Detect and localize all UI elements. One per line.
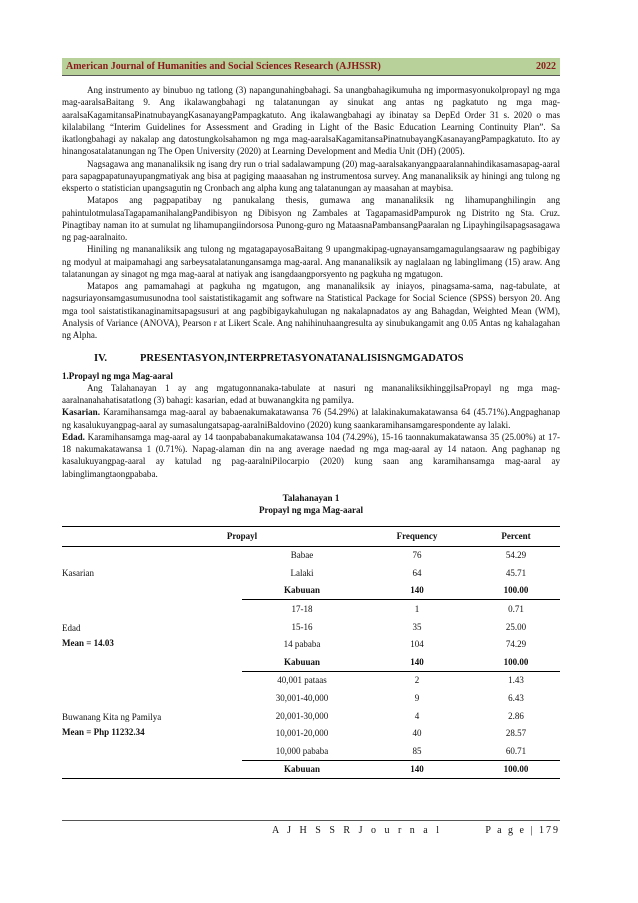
kasarian-text: Karamihansamga mag-aaral ay babaenakumakatawansa 76 (54.29%) at lalakinakumakatawansa 64 (45.71%).Angpaghanap ng kasalukuyangpag-aaral ay sumasalungatsapag-aaralniBaldovino (2020) kung saankaramihansamgarespondente ay lalaki. bbox=[62, 407, 560, 430]
footer-page-number: P a g e | 179 bbox=[485, 825, 560, 836]
section-number: IV. bbox=[94, 353, 107, 365]
row-frequency: 140 bbox=[362, 653, 472, 671]
group-mean-edad: Mean = 14.03 bbox=[62, 637, 114, 648]
table-row bbox=[62, 600, 560, 618]
row-percent: 74.29 bbox=[505, 639, 527, 650]
row-frequency: 64 bbox=[412, 567, 422, 578]
group-label-kita: Buwanang Kita ng Pamilya bbox=[62, 711, 162, 722]
empty-cell bbox=[62, 760, 242, 779]
row-percent: 0.71 bbox=[508, 603, 524, 614]
row-frequency: 9 bbox=[414, 692, 420, 703]
section-title: PRESENTASYON,INTERPRETASYONATANALISISNGMGADATOS bbox=[140, 353, 464, 365]
row-category: 10,001-20,000 bbox=[275, 728, 329, 739]
table-caption-title: Propayl ng mga Mag-aaral bbox=[258, 505, 364, 515]
row-category: 14 pababa bbox=[283, 639, 321, 650]
section-heading bbox=[94, 353, 560, 365]
page-footer bbox=[62, 820, 560, 836]
row-category: 30,001-40,000 bbox=[275, 692, 329, 703]
row-category: Lalaki bbox=[290, 567, 314, 578]
group-label-edad: Edad bbox=[62, 622, 81, 633]
row-percent: 45.71 bbox=[505, 567, 527, 578]
row-category: 17-18 bbox=[291, 603, 313, 614]
row-category: Kabuuan bbox=[242, 582, 362, 600]
row-category: 10,000 pababa bbox=[242, 742, 362, 760]
table-row bbox=[62, 671, 560, 689]
group-label-kasarian: Kasarian bbox=[62, 568, 94, 579]
row-frequency: 104 bbox=[410, 639, 424, 650]
table-row bbox=[62, 546, 560, 564]
row-percent: 100.00 bbox=[472, 760, 560, 779]
paragraph-analysis: Matapos ang pamamahagi at pagkuha ng mgatugon, ang mananaliksik ay iniayos, pinagsama-sama, nag-tabulate, at nagsuriayonsamgasumusunodna tool saistatistikagamit ang software na Statistical Package for Social Science (SPSS) bersyon 20. Ang mga tool saistatistikanaginamitsapagsusuri at ang pagbibigaykahulugan ng nakalapnadatos ay ang Bahagdan, Weighted Mean (WM), Analysis of Variance (ANOVA), Pearson r at Likert Scale. Ang nahihinuhaangresulta ay sinubukangamit ang 0.05 Antas ng kahalagahan ng Alpha. bbox=[62, 281, 560, 340]
table-caption-number: Talahanayan 1 bbox=[282, 492, 340, 503]
row-category: 15-16 bbox=[291, 621, 313, 632]
paragraph-dry-run: Nagsagawa ang mananaliksik ng isang dry run o trial sadalawampung (20) mag-aaralsakanyangpaaralannahindikasamasapag-aaral para sapagpapatunayupangmatiyak ang bisa at pagiging maaasahan ng instrumentosa survey. Ang mananaliksik ay hiningi ang tulong ng eksperto o statistician upangsagutin ng Cronbach ang alpha kung ang talatanungan ay maasahan at maybisa. bbox=[62, 158, 561, 193]
paragraph-edad bbox=[62, 431, 560, 480]
kasarian-label: Kasarian. bbox=[62, 407, 100, 418]
row-frequency: 76 bbox=[412, 550, 422, 561]
group-mean-kita: Mean = Php 11232.34 bbox=[62, 726, 145, 737]
table-header-row bbox=[62, 527, 560, 546]
row-percent: 25.00 bbox=[505, 621, 527, 632]
row-category: Kabuuan bbox=[242, 760, 362, 779]
row-category: Babae bbox=[290, 550, 314, 561]
row-percent: 28.57 bbox=[505, 728, 527, 739]
row-percent: 6.43 bbox=[508, 692, 524, 703]
row-category: Kabuuan bbox=[242, 653, 362, 671]
row-percent: 60.71 bbox=[472, 742, 560, 760]
journal-title: American Journal of Humanities and Social Sciences Research (AJHSSR) bbox=[66, 61, 381, 72]
paragraph-table-intro: Ang Talahanayan 1 ay ang mgatugonnanaka-tabulate at nasuri ng mananaliksikhinggilsaPropayl ng mga mag-aaralnanahahatisatatlong (3) bahagi: kasarian, edad at buwanangkita ng pamilya. bbox=[62, 382, 560, 405]
header-propayl: Propayl bbox=[62, 527, 362, 546]
row-frequency: 35 bbox=[412, 621, 422, 632]
row-frequency: 140 bbox=[362, 582, 472, 600]
edad-text: Karamihansamga mag-aaral ay 14 taonpababanakumakatawansa 104 (74.29%), 15-16 taonnakumakatawansa 35 (25.00%) at 17-18 nakumakatawansa 1 (0.71%). Napag-alaman din na ang average naedad ng mga mag-aaral ay 14 nataon. Ang paghanap ng kasalukuyangpag-aaral ay katulad ng pag-aaralniPilocarpio (2020) kung saan ang karamihansamga mag-aaral ay labinglimangtaongpababa. bbox=[62, 431, 560, 479]
table-row-total bbox=[62, 760, 560, 779]
paragraph-kasarian bbox=[62, 406, 560, 431]
subsection-heading: 1.Propayl ng mga Mag-aaral bbox=[62, 370, 173, 381]
edad-label: Edad. bbox=[62, 431, 85, 442]
row-percent: 54.29 bbox=[505, 550, 527, 561]
row-frequency: 1 bbox=[414, 603, 420, 614]
paragraph-distribution: Hiniling ng mananaliksik ang tulong ng mgatagapayosaBaitang 9 upangmakipag-ugnayansamgamagulangsaaraw ng pagbibigay ng modyul at maipamahagi ang sarbeysatalatanungansamga mag-aaral. Ang mananaliksik ay naglalaan ng labinglimang (15) araw. Ang talatanungan ay sinagot ng mga mag-aaral at natiyak ang isangdaangporsyento ng pagkuha ng mgatugon. bbox=[62, 244, 560, 279]
row-frequency: 2 bbox=[414, 675, 420, 686]
row-percent: 100.00 bbox=[472, 582, 560, 600]
article-body bbox=[62, 84, 560, 779]
table-row bbox=[62, 724, 560, 742]
row-category: 40,001 pataas bbox=[277, 675, 327, 686]
journal-header bbox=[62, 58, 560, 76]
paragraph-instrument: Ang instrumento ay binubuo ng tatlong (3) napangunahingbahagi. Sa unangbahagikumuha ng impormasyonukolpropayl ng mga mag-aaralsaBaitang 9. Ang ikalawangbahagi ng talatanungan ay sinukat ang antas ng pagkatuto ng mga mag-aaralsaKagamitansaPinatnubayangKasanayangPampagkatuto. Ang ikalawangbahagi ay ibinatay sa DepEd Order 31 s. 2020 o mas kilalabilang “Interim Guidelines for Assessment and Grading in Light of the Basic Education Learning Continuity Plan”. Sa ikatlongbahagi ay nakalap ang datostungkolsahamon ng mga mag-aaralsaKagamitansaPinatnubayangKasanayangPampagkatuto. Ito ay hinangosatalatanungan ng The Open University (2020) at Learning Development and Media Unit (DH) (2005). bbox=[62, 85, 560, 157]
row-frequency: 85 bbox=[362, 742, 472, 760]
row-frequency: 4 bbox=[414, 710, 420, 721]
journal-year: 2022 bbox=[536, 61, 556, 72]
footer-journal: A J H S S R J o u r n a l bbox=[272, 825, 443, 836]
profile-table bbox=[62, 526, 560, 779]
row-percent: 100.00 bbox=[472, 653, 560, 671]
row-category: 20,001-30,000 bbox=[275, 710, 329, 721]
row-percent: 2.86 bbox=[508, 710, 524, 721]
header-percent: Percent bbox=[472, 527, 560, 546]
table-row bbox=[62, 635, 560, 653]
paragraph-permission: Matapos ang pagpapatibay ng panukalang thesis, gumawa ang mananaliksik ng lihamupanghilingin ang pahintulotmulasaTagapamanihalangPandibisyon ng Dibisyon ng Zambales at TagapamasidPampurok ng Distrito ng Sta. Cruz. Pinagtibay naman ito at sumulat ng lihamupangiindorsosa Punong-guro ng MataasnaPambansangPaaralan ng Lipayhingilsapagsasagawa ng pag-aaralnaito. bbox=[62, 195, 560, 242]
row-frequency: 140 bbox=[362, 760, 472, 779]
row-frequency: 40 bbox=[412, 728, 422, 739]
header-frequency: Frequency bbox=[362, 527, 472, 546]
row-percent: 1.43 bbox=[508, 675, 524, 686]
